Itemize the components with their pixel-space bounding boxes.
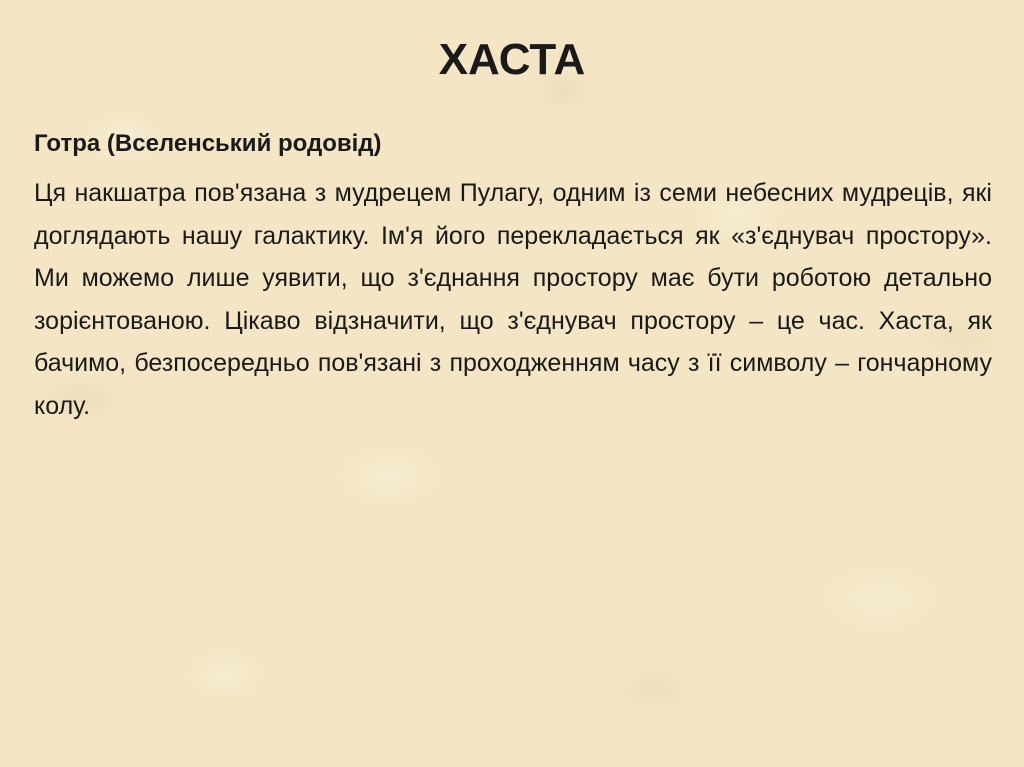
slide-body-text: Ця накшатра пов'язана з мудрецем Пулагу, одним із семи небесних мудреців, які доглядають нашу галактику. Ім'я його перекладається як «з'єднувач простору». Ми можемо лише уявити, що з'єднання простору має бути роботою детально зорієнтованою. Цікаво відзначити, що з'єднувач простору – це час. Хаста, як бачимо, безпосередньо пов'язані з проходженням часу з її символу – гончарному колу. (34, 179, 992, 420)
slide-subtitle: Готра (Вселенський родовід) (34, 130, 382, 157)
slide-content (34, 126, 992, 427)
slide-title: ХАСТА (438, 35, 586, 84)
